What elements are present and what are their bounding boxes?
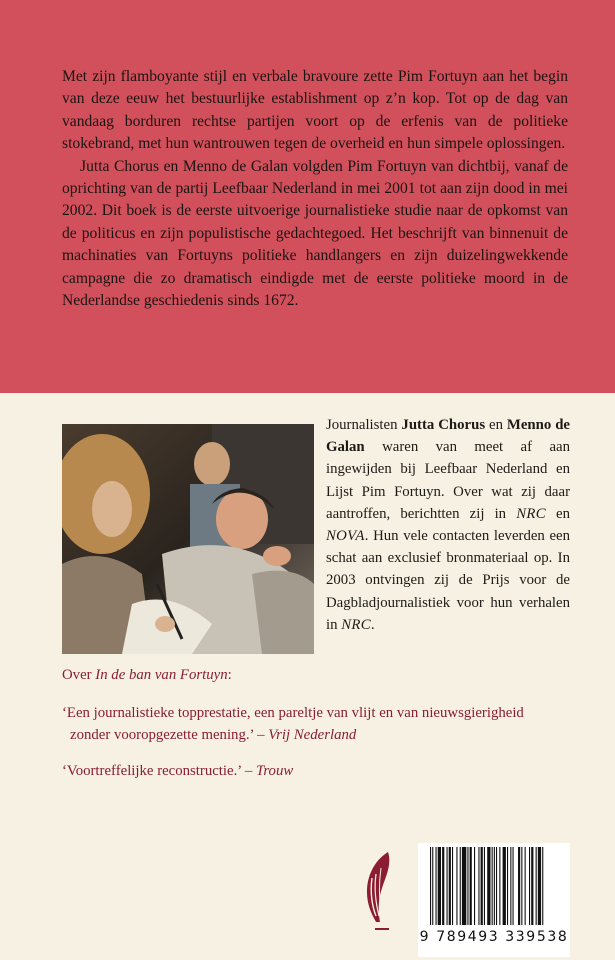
barcode-bar [442,847,444,925]
barcode-bar [494,847,495,925]
barcode-bar [531,847,533,925]
barcode-bar [521,847,522,925]
barcode-bar [529,847,530,925]
review-source-1: Vrij Nederland [268,727,357,743]
barcode-bar [467,847,468,925]
barcode-bar [474,847,475,925]
barcode-bar [525,847,526,925]
barcode-bar [436,847,437,925]
review-quote-2: ‘Voortreffelijke reconstructie.’ – Trouw [62,763,294,779]
barcode-bar [481,847,483,925]
quill-nib-logo [358,848,406,938]
barcode-bar [487,847,490,925]
barcode-bar [542,847,543,925]
barcode-bar [430,847,431,925]
author-bio [326,414,570,636]
barcode-bar [503,847,506,925]
isbn-barcode [418,843,570,957]
author-name-1: Jutta Chorus [401,417,486,433]
review-source-2: Trouw [255,763,294,779]
reviews-heading: Over In de ban van Fortuyn: [62,667,232,683]
barcode-bar [462,847,466,925]
barcode-bar [513,847,514,925]
barcode-bar [470,847,472,925]
blurb-paragraph-2: Jutta Chorus en Menno de Galan volgden Pim Fortuyn van dichtbij, vanaf de oprichting van de partij Leefbaar Nederland in mei 2001 tot aan zijn dood in mei 2002. Dit boek is de eerste uitvoerige journalistieke studie naar de opkomst van de politicus en zijn populistische gedachtegoed. Het beschrijft van binnenuit de machinaties van Fortuyns politieke handlangers en zijn duizelingwekkende campagne die zo dramatisch eindigde met de eerste politieke moord in de Nederlandse geschiedenis sinds 1672. [62,157,568,310]
barcode-bar [507,847,508,925]
isbn-number: 9 789493 339538 [419,929,569,945]
author-bio-text: . [370,616,375,633]
publication-nrc: NRC [516,505,546,522]
barcode-bar [536,847,537,925]
author-name-2: Menno de Galan [326,417,570,456]
barcode-bar [492,847,493,925]
author-bio-text: waren van meet af aan ingewijden bij Leefbaar Nederland en Lijst Pim Fortuyn. Over wat zij daar aantroffen, berichtten zij in [326,439,570,522]
barcode-bar [438,847,441,925]
author-bio-text: Journalisten [326,417,402,433]
barcode-bar [510,847,511,925]
author-photo [62,424,314,654]
barcode-bar [432,847,433,925]
barcode-bar [538,847,541,925]
barcode-bar [518,847,520,925]
blurb-paragraph-1: Met zijn flamboyante stijl en verbale bravoure zette Pim Fortuyn aan het begin van deze eeuw het bestuurlijke establishment op z’n kop. Tot op de dag van vandaag borduren rechtse partijen voort op de erfenis van de politieke stokebrand, met hun wantrouwen tegen de overheid en hun simpele oplossingen. [62,68,568,153]
book-title: In de ban van Fortuyn [95,667,228,683]
barcode-bar [447,847,448,925]
barcode-bar [456,847,457,925]
barcode-bar [496,847,497,925]
barcode-bar [449,847,451,925]
barcode-bar [499,847,500,925]
publication-nova: NOVA [326,528,365,545]
barcode-bar [484,847,485,925]
barcode-bar [478,847,479,925]
review-quote-1: ‘Een journalistieke topprestatie, een pareltje van vlijt en van nieuwsgierigheid zonder vooropgezette mening.’ – Vrij Nederland [62,705,524,743]
barcode-bar [452,847,453,925]
barcode-bar [460,847,461,925]
barcode-bars [428,847,560,927]
blurb-text [62,66,568,312]
author-bio-text: en [545,505,570,522]
reviews-section [62,664,582,796]
author-bio-text: en [485,417,507,433]
publication-nrc: NRC [341,616,371,633]
author-bio-text: . Hun vele contacten leverden een schat aan exclusief bronmateriaal op. In 2003 ontvingen zij de Prijs voor de Dagbladjournalistiek voor hun verhalen in [326,528,570,633]
